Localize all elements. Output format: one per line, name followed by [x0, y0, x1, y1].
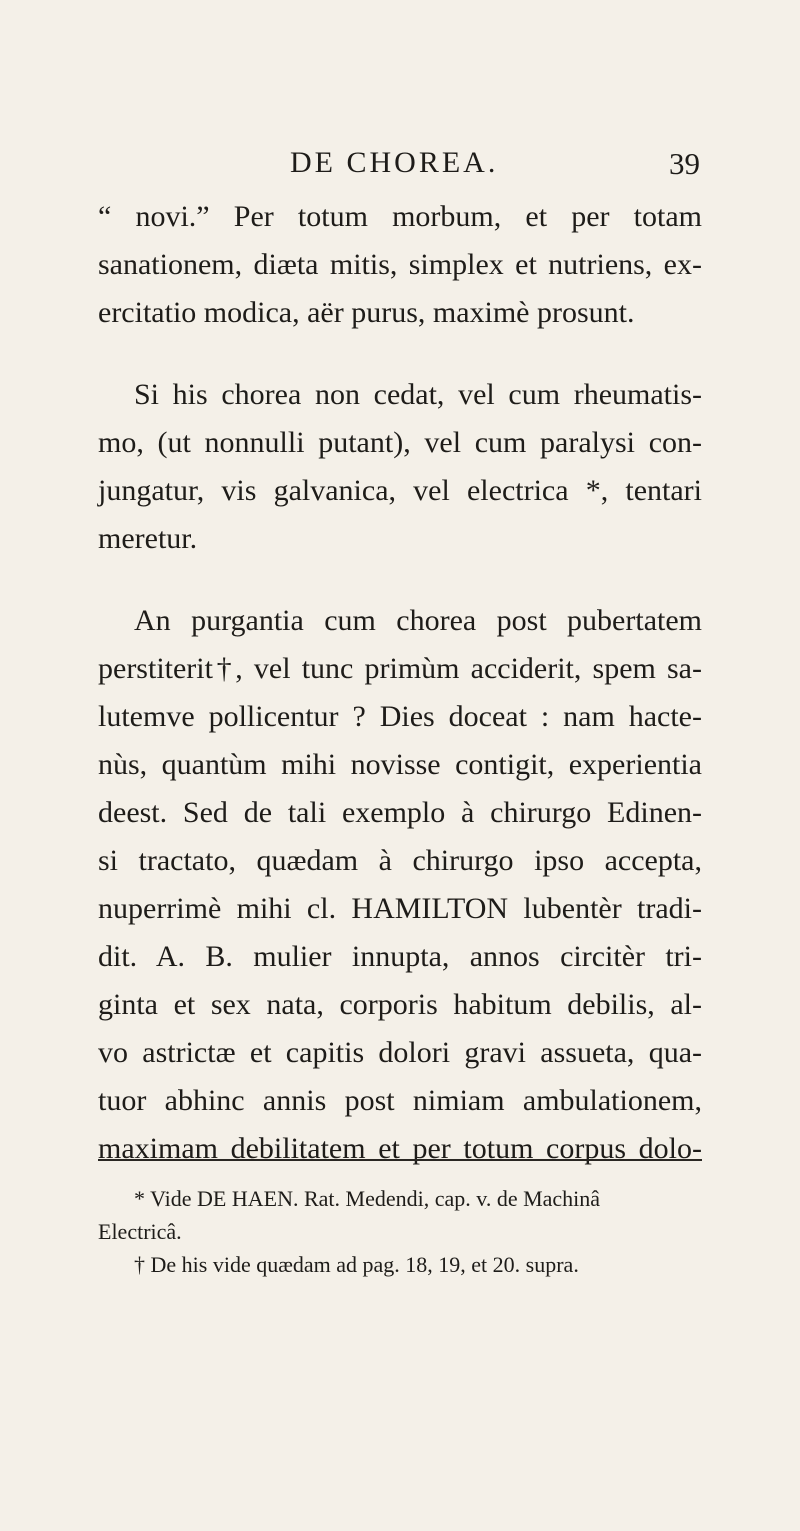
text-line: deest. Sed de tali exemplo à chirurgo Edinen-	[98, 796, 702, 829]
footnote-line: * Vide DE HAEN. Rat. Medendi, cap. v. de Machinâ	[134, 1186, 601, 1211]
paragraph-3	[98, 597, 702, 1173]
text-line: vo astrictæ et capitis dolori gravi assueta, qua-	[98, 1036, 702, 1069]
text-line: maximam debilitatem et per totum corpus dolo-	[98, 1132, 702, 1165]
text-line: ginta et sex nata, corporis habitum debilis, al-	[98, 988, 702, 1021]
paragraph-gap	[98, 337, 702, 371]
body-text	[98, 193, 702, 1173]
text-line: “ novi.” Per totum morbum, et per totam	[98, 200, 702, 233]
footnotes	[98, 1182, 702, 1281]
text-line: sanationem, diæta mitis, simplex et nutriens, ex-	[98, 248, 702, 281]
text-line: perstiterit†, vel tunc primùm acciderit, spem sa-	[98, 652, 702, 685]
paragraph-2	[98, 371, 702, 563]
paragraph-gap	[98, 563, 702, 597]
text-line: Si his chorea non cedat, vel cum rheumatis-	[134, 378, 702, 411]
text-line: nùs, quantùm mihi novisse contigit, experientia	[98, 748, 702, 781]
text-line: nuperrimè mihi cl. HAMILTON lubentèr tradi-	[98, 892, 702, 925]
text-line: An purgantia cum chorea post pubertatem	[134, 604, 702, 637]
text-line: si tractato, quædam à chirurgo ipso accepta,	[98, 844, 702, 877]
running-title: DE CHOREA.	[290, 146, 499, 179]
text-line: lutemve pollicentur ? Dies doceat : nam hacte-	[98, 700, 702, 733]
text-line: ercitatio modica, aër purus, maximè prosunt.	[98, 296, 635, 329]
text-line: mo, (ut nonnulli putant), vel cum paralysi con-	[98, 426, 702, 459]
footnote-line: † De his vide quædam ad pag. 18, 19, et 20. supra.	[134, 1252, 579, 1277]
text-line: tuor abhinc annis post nimiam ambulationem,	[98, 1084, 702, 1117]
page-number: 39	[669, 146, 700, 181]
text-line: dit. A. B. mulier innupta, annos circitèr tri-	[98, 940, 702, 973]
text-line: jungatur, vis galvanica, vel electrica *, tentari	[98, 474, 702, 507]
footnote-rule	[98, 1159, 702, 1161]
text-line: meretur.	[98, 522, 198, 555]
running-head	[180, 146, 700, 186]
footnote-line: Electricâ.	[98, 1219, 182, 1244]
paragraph-1	[98, 193, 702, 337]
